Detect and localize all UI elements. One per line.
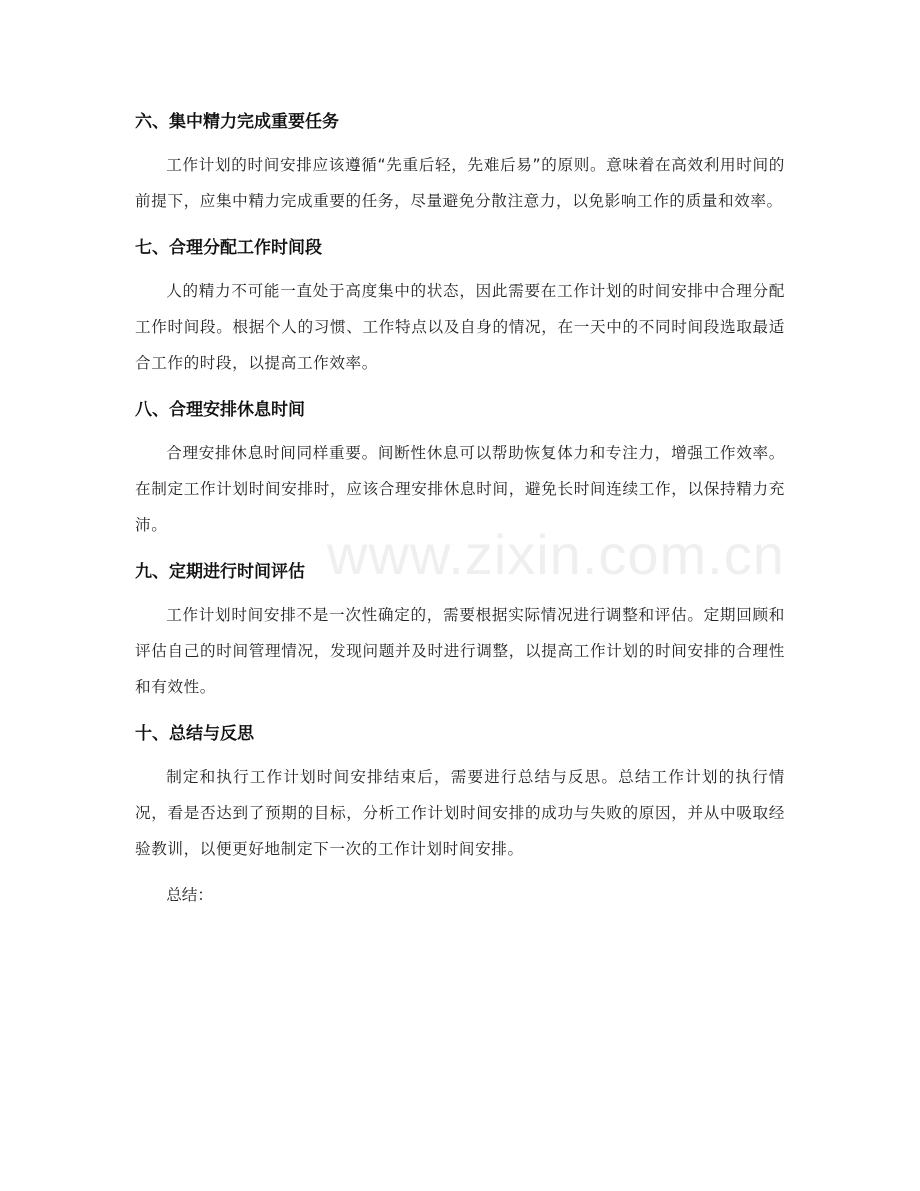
document-content bbox=[135, 103, 785, 913]
section-heading: 七、合理分配工作时间段 bbox=[135, 238, 322, 258]
section-paragraph: 工作计划的时间安排应该遵循“先重后轻，先难后易”的原则。意味着在高效利用时间的前提下，应集中精力完成重要的任务，尽量避免分散注意力，以免影响工作的质量和效率。 bbox=[135, 156, 785, 210]
section-7 bbox=[135, 229, 785, 381]
summary-label: 总结： bbox=[166, 886, 213, 904]
watermark: www.zixin.com.cn bbox=[327, 523, 785, 586]
section-10 bbox=[135, 715, 785, 867]
section-heading: 八、合理安排休息时间 bbox=[135, 400, 305, 420]
section-paragraph: 合理安排休息时间同样重要。间断性休息可以帮助恢复体力和专注力，增强工作效率。在制定工作计划时间安排时，应该合理安排休息时间，避免长时间连续工作，以保持精力充沛。 bbox=[135, 444, 785, 534]
section-paragraph: 制定和执行工作计划时间安排结束后，需要进行总结与反思。总结工作计划的执行情况，看是否达到了预期的目标，分析工作计划时间安排的成功与失败的原因，并从中吸取经验教训，以便更好地制定下一次的工作计划时间安排。 bbox=[135, 768, 785, 858]
section-paragraph: 人的精力不可能一直处于高度集中的状态，因此需要在工作计划的时间安排中合理分配工作时间段。根据个人的习惯、工作特点以及自身的情况，在一天中的不同时间段选取最适合工作的时段，以提高工作效率。 bbox=[135, 282, 785, 372]
section-8 bbox=[135, 391, 785, 543]
section-9 bbox=[135, 553, 785, 705]
section-heading: 十、总结与反思 bbox=[135, 724, 254, 744]
section-paragraph: 工作计划时间安排不是一次性确定的，需要根据实际情况进行调整和评估。定期回顾和评估自己的时间管理情况，发现问题并及时进行调整，以提高工作计划的时间安排的合理性和有效性。 bbox=[135, 606, 785, 696]
section-6 bbox=[135, 103, 785, 219]
section-heading: 六、集中精力完成重要任务 bbox=[135, 112, 339, 132]
section-heading: 九、定期进行时间评估 bbox=[135, 562, 305, 582]
